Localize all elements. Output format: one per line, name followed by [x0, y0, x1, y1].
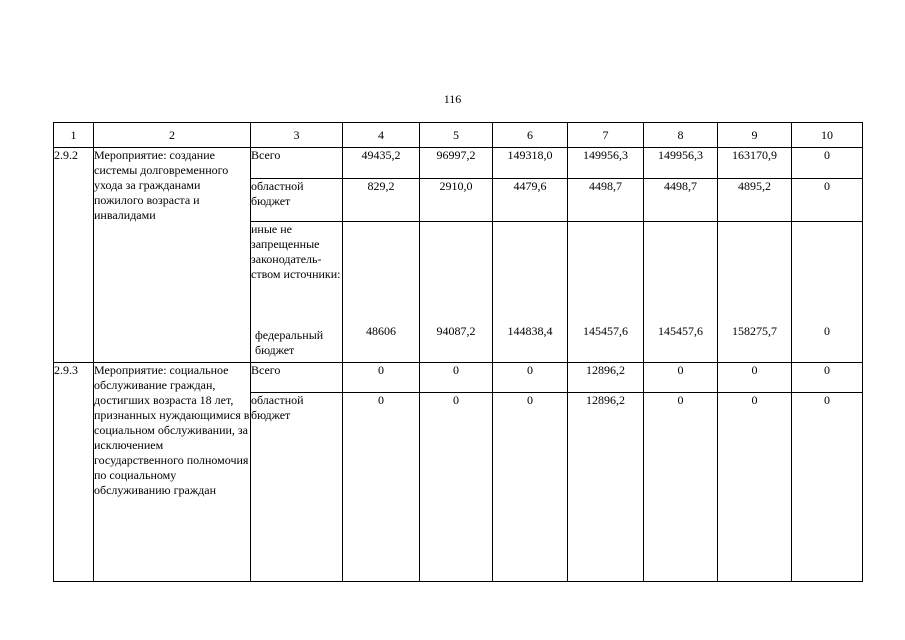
value-cell: 829,2 [343, 179, 420, 222]
other-sources-label: иные не запрещенные законодатель-ством источники: [251, 222, 341, 281]
funding-source: федеральный бюджет [255, 328, 324, 357]
value-cell: 0 [792, 148, 863, 179]
value-cell [644, 222, 718, 363]
header-cell: 2 [94, 123, 251, 148]
funding-source: областной бюджет [251, 393, 343, 582]
value-cell: 0 [718, 363, 792, 393]
funding-source: Всего [251, 363, 343, 393]
value-cell: 0 [493, 393, 568, 582]
value-cell: 149956,3 [644, 148, 718, 179]
page-number: 116 [443, 92, 462, 106]
value-cell: 0 [792, 393, 863, 582]
header-cell: 5 [420, 123, 493, 148]
value-cell: 0 [420, 363, 493, 393]
value: 94087,2 [436, 324, 476, 338]
value-cell [792, 222, 863, 363]
value-cell: 0 [644, 393, 718, 582]
value: 0 [824, 324, 830, 338]
header-cell: 7 [568, 123, 644, 148]
header-cell: 10 [792, 123, 863, 148]
value-cell: 0 [420, 393, 493, 582]
value-cell: 0 [792, 179, 863, 222]
value: 48606 [366, 324, 396, 338]
measure-name: Мероприятие: создание системы долговременного ухода за гражданами пожилого возраста и инвалидами [94, 148, 251, 363]
value-cell: 96997,2 [420, 148, 493, 179]
value-cell: 0 [792, 363, 863, 393]
header-cell: 4 [343, 123, 420, 148]
value: 158275,7 [732, 324, 777, 338]
table-row [54, 148, 863, 179]
value-cell [568, 222, 644, 363]
value-cell: 0 [493, 363, 568, 393]
value-cell: 149956,3 [568, 148, 644, 179]
budget-table [53, 122, 863, 582]
value-cell: 0 [718, 393, 792, 582]
value: 145457,6 [658, 324, 703, 338]
value-cell [493, 222, 568, 363]
header-row [54, 123, 863, 148]
measure-name: Мероприятие: социальное обслуживание граждан, достигших возраста 18 лет, признанных нуждающимися в социальном обслуживании, за исключением государственного полномочия по социальному обслуживанию граждан [94, 363, 251, 582]
value-cell: 4479,6 [493, 179, 568, 222]
value-cell: 4498,7 [644, 179, 718, 222]
table-row [54, 363, 863, 393]
value: 145457,6 [583, 324, 628, 338]
value-cell [718, 222, 792, 363]
value-cell: 0 [644, 363, 718, 393]
header-cell: 3 [251, 123, 343, 148]
header-cell: 6 [493, 123, 568, 148]
value-cell: 2910,0 [420, 179, 493, 222]
value-cell: 12896,2 [568, 393, 644, 582]
header-cell: 8 [644, 123, 718, 148]
value-cell: 4895,2 [718, 179, 792, 222]
funding-source-cell [251, 222, 343, 363]
value-cell: 4498,7 [568, 179, 644, 222]
value-cell: 49435,2 [343, 148, 420, 179]
value: 144838,4 [507, 324, 553, 338]
header-cell: 1 [54, 123, 94, 148]
header-cell: 9 [718, 123, 792, 148]
funding-source: областной бюджет [251, 179, 343, 222]
value-cell [420, 222, 493, 363]
value-cell: 0 [343, 393, 420, 582]
value-cell: 0 [343, 363, 420, 393]
measure-code: 2.9.3 [54, 363, 94, 582]
value-cell [343, 222, 420, 363]
measure-code: 2.9.2 [54, 148, 94, 363]
value-cell: 12896,2 [568, 363, 644, 393]
funding-source: Всего [251, 148, 343, 179]
value-cell: 163170,9 [718, 148, 792, 179]
value-cell: 149318,0 [493, 148, 568, 179]
